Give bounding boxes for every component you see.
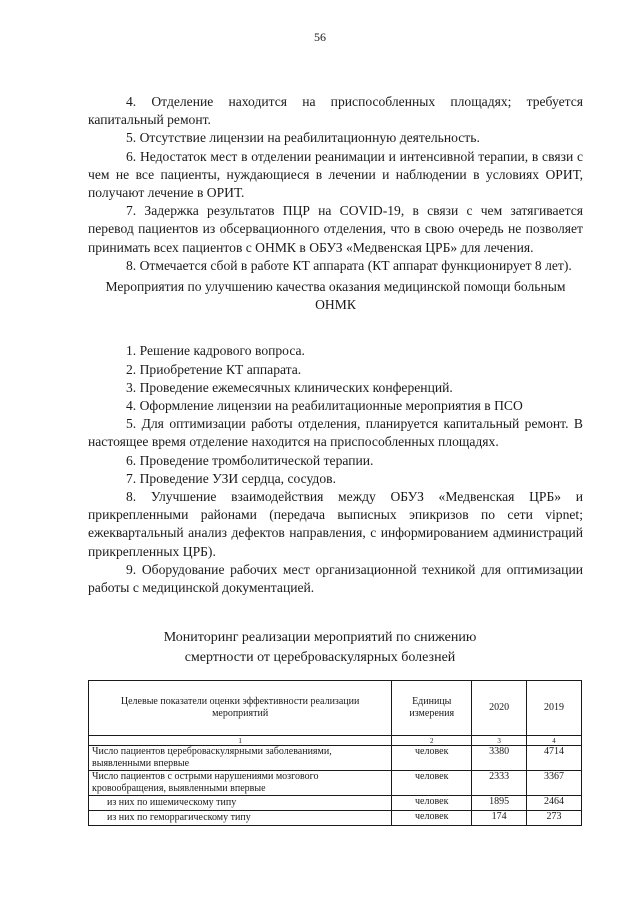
measure-item: 4. Оформление лицензии на реабилитационные мероприятия в ПСО [126, 398, 523, 414]
index-cell: 4 [527, 736, 582, 746]
unit-cell: человек [392, 796, 472, 811]
issue-item: 5. Отсутствие лицензии на реабилитационную деятельность. [126, 130, 480, 146]
measure-item: 1. Решение кадрового вопроса. [126, 343, 305, 359]
measure-item: 7. Проведение УЗИ сердца, сосудов. [126, 470, 336, 486]
table-row [89, 796, 582, 811]
unit-cell: человек [392, 771, 472, 796]
value-2020-cell: 2333 [472, 771, 527, 796]
header-year-2020: 2020 [472, 681, 527, 736]
page-number: 56 [314, 30, 326, 44]
value-2020-cell: 1895 [472, 796, 527, 811]
issue-item: 6. Недостаток мест в отделении реанимации и интенсивной терапии, в связи с чем не все пациенты, нуждающиеся в лечении и наблюдении в условиях ОРИТ, получают лечение в ОРИТ. [88, 148, 583, 201]
table-row [89, 811, 582, 826]
unit-cell: человек [392, 746, 472, 771]
measure-item: 8. Улучшение взаимодействия между ОБУЗ «Медвенская ЦРБ» и прикрепленными районами (передача выписных эпикризов по сети vipnet; ежеквартальный анализ дефектов направления, с информированием администраций прикрепленных ЦРБ). [88, 489, 583, 559]
table-row [89, 746, 582, 771]
indicator-cell: из них по ишемическому типу [89, 796, 392, 811]
measure-item: 9. Оборудование рабочих мест организационной техникой для оптимизации работы с медицинской документацией. [88, 561, 583, 596]
section-heading: Мероприятия по улучшению качества оказания медицинской помощи больным ОНМК [105, 279, 566, 313]
issue-item: 7. Задержка результатов ПЦР на COVID-19, в связи с чем затягивается перевод пациентов из обсервационного отделения, что в свою очередь не позволяет принимать всех пациентов с ОНМК в ОБУЗ «Медвенская ЦРБ» для лечения. [88, 203, 583, 255]
table-index-row [89, 736, 582, 746]
header-indicator: Целевые показатели оценки эффективности реализации мероприятий [89, 681, 392, 736]
monitoring-table [88, 680, 582, 826]
value-2019-cell: 2464 [527, 796, 582, 811]
table-header-row [89, 681, 582, 736]
index-cell: 2 [392, 736, 472, 746]
index-cell: 1 [89, 736, 392, 746]
monitoring-heading [0, 628, 640, 668]
measure-item: 2. Приобретение КТ аппарата. [126, 361, 302, 377]
document-body [88, 93, 583, 597]
issue-item: 8. Отмечается сбой в работе КТ аппарата (КТ аппарат функционирует 8 лет). [126, 257, 572, 273]
measure-item: 5. Для оптимизации работы отделения, планируется капитальный ремонт. В настоящее время отделение находится на приспособленных площадях. [88, 416, 583, 450]
value-2019-cell: 3367 [527, 771, 582, 796]
value-2019-cell: 273 [527, 811, 582, 826]
value-2019-cell: 4714 [527, 746, 582, 771]
monitoring-heading-line: Мониторинг реализации мероприятий по снижению [163, 630, 477, 645]
unit-cell: человек [392, 811, 472, 826]
index-cell: 3 [472, 736, 527, 746]
value-2020-cell: 174 [472, 811, 527, 826]
indicator-cell: Число пациентов цереброваскулярными заболеваниями, выявленными впервые [89, 746, 392, 771]
header-unit: Единицы измерения [392, 681, 472, 736]
measure-item: 6. Проведение тромболитической терапии. [126, 452, 374, 468]
indicator-cell: из них по геморрагическому типу [89, 811, 392, 826]
issue-item: 4. Отделение находится на приспособленных площадях; требуется капитальный ремонт. [88, 94, 583, 128]
indicator-cell: Число пациентов с острыми нарушениями мозгового кровообращения, выявленными впервые [89, 771, 392, 796]
monitoring-heading-line: смертности от цереброваскулярных болезней [184, 650, 456, 665]
header-year-2019: 2019 [527, 681, 582, 736]
value-2020-cell: 3380 [472, 746, 527, 771]
table-row [89, 771, 582, 796]
measure-item: 3. Проведение ежемесячных клинических конференций. [126, 379, 453, 395]
